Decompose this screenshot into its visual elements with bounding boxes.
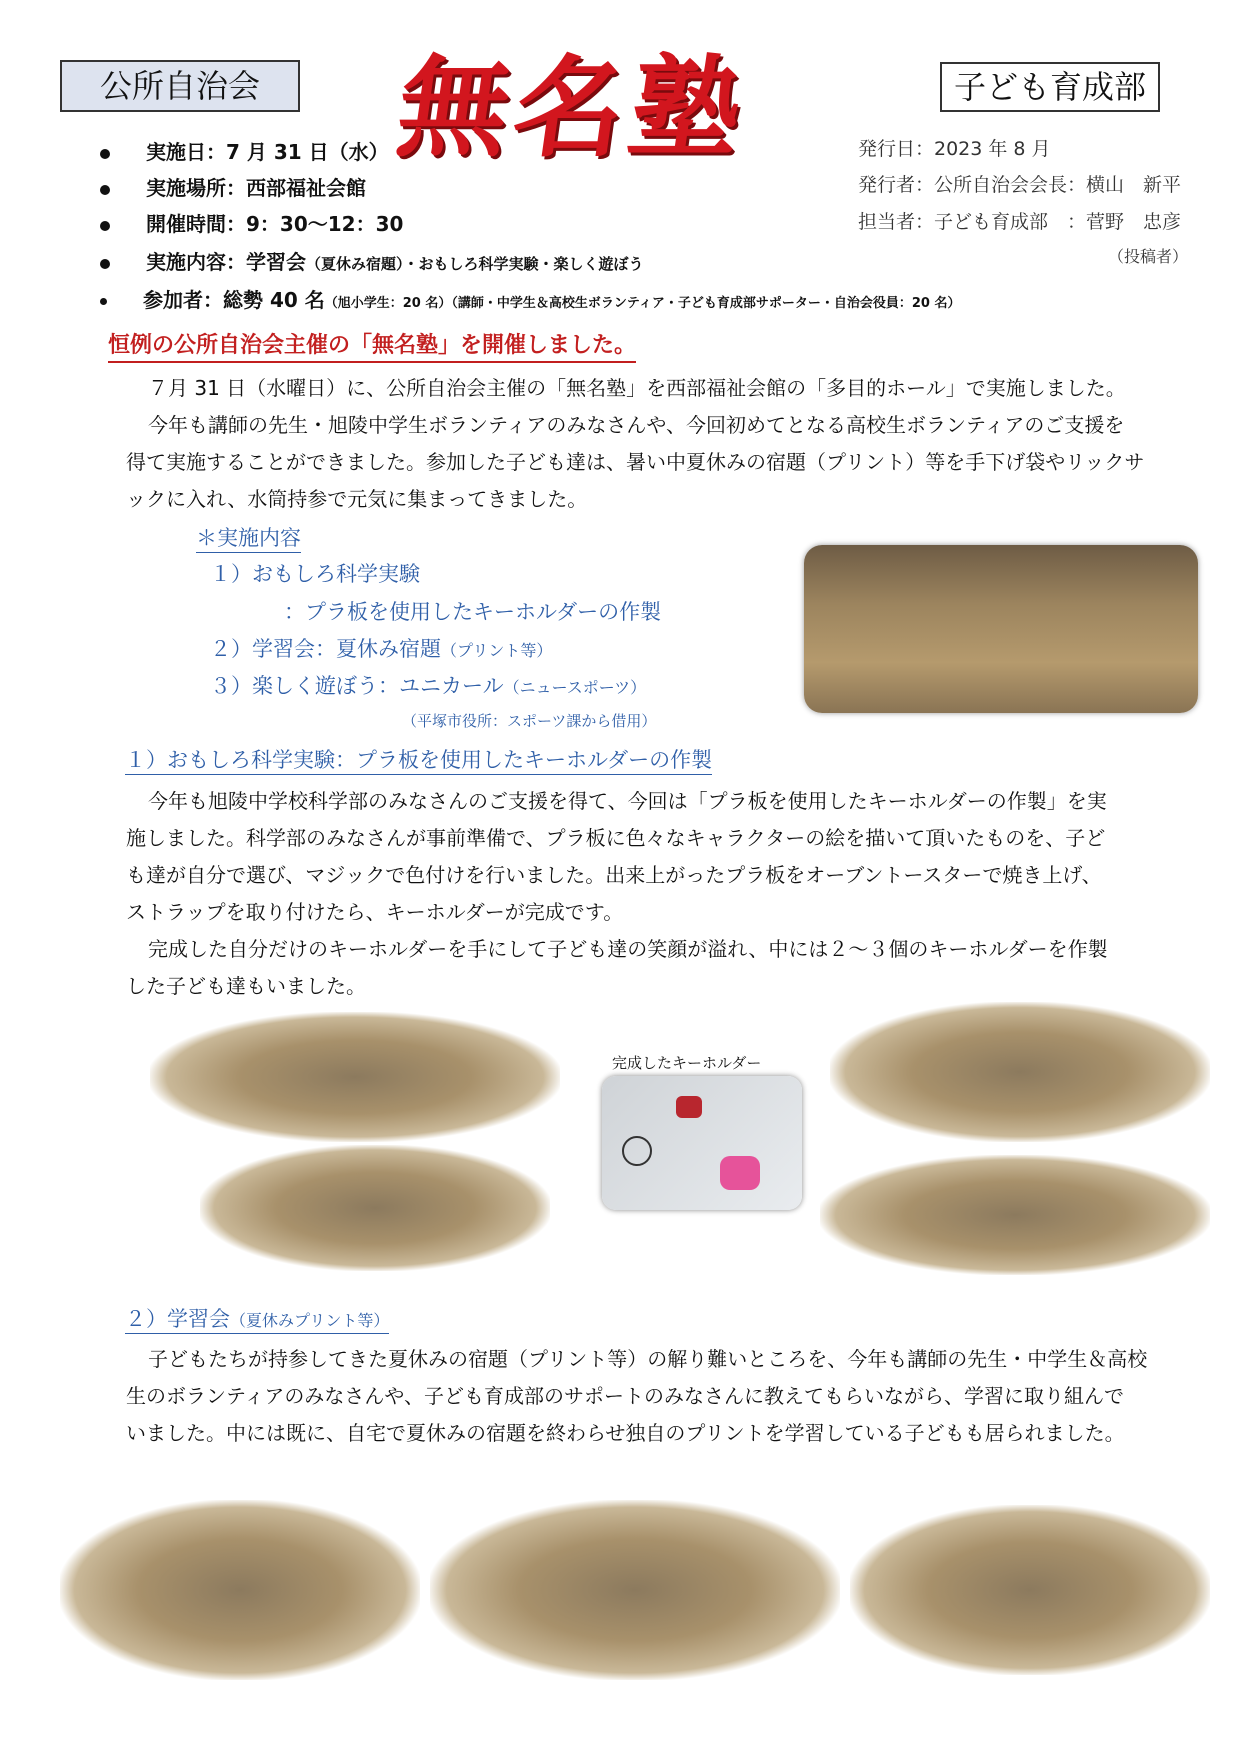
hall-photo [804, 545, 1198, 713]
info-participants [100, 284, 1180, 313]
program-item-3-small: （ニュースポーツ） [503, 678, 647, 697]
program-item-3 [210, 670, 646, 700]
bullet-icon [100, 221, 110, 231]
bullet-icon [100, 298, 107, 305]
intro-line-2: 今年も講師の先生・旭陵中学生ボランティアのみなさんや、今回初めてとなる高校生ボランティアのご支援を [148, 413, 1125, 437]
section-2-heading [125, 1303, 389, 1334]
contributor-note: （投稿者） [1108, 247, 1189, 266]
section-1-line-4: ストラップを取り付けたら、キーホルダーが完成です。 [126, 900, 624, 924]
time-text: 開催時間：9：30〜12：30 [146, 212, 404, 236]
program-note: （平塚市役所：スポーツ課から借用） [402, 712, 657, 730]
section-1-line-3: も達が自分で選び、マジックで色付けを行いました。出来上がったプラ板をオーブントースターで焼き上げ、 [126, 863, 1102, 887]
info-time [100, 208, 403, 237]
department-box: 子ども育成部 [940, 62, 1160, 112]
section-1-heading: １）おもしろ科学実験：プラ板を使用したキーホルダーの作製 [125, 744, 712, 775]
activity-photo-3 [830, 1002, 1210, 1142]
info-content [100, 246, 644, 275]
section-2-heading-small: （夏休みプリント等） [230, 1311, 390, 1330]
keyholder-photo [602, 1076, 802, 1210]
newsletter-title [389, 20, 840, 172]
keyholder-red-icon [676, 1096, 702, 1118]
section-1-line-1: 今年も旭陵中学校科学部のみなさんのご支援を得て、今回は「プラ板を使用したキーホルダーの作製」を実 [148, 789, 1107, 813]
study-photo-3 [850, 1505, 1210, 1675]
program-item-3-text: ３）楽しく遊ぼう：ユニカール [210, 674, 504, 698]
bullet-icon [100, 185, 110, 195]
contact: 担当者：子ども育成部 ：菅野 忠彦 [858, 211, 1182, 233]
study-photo-1 [60, 1500, 420, 1680]
content-small-text: （夏休み宿題）・おもしろ科学実験・楽しく遊ぼう [306, 255, 644, 273]
section-2-line-1: 子どもたちが持参してきた夏休みの宿題（プリント等）の解り難いところを、今年も講師の先生・中学生＆高校 [148, 1347, 1148, 1371]
section-2-line-2: 生のボランティアのみなさんや、子ども育成部のサポートのみなさんに教えてもらいながら、学習に取り組んで [126, 1384, 1124, 1408]
intro-line-4: ックに入れ、水筒持参で元気に集まってきました。 [126, 487, 588, 511]
program-item-1-sub: ：プラ板を使用したキーホルダーの作製 [284, 600, 662, 624]
date-text: 実施日：7 月 31 日（水） [146, 140, 389, 164]
participants-small-text: （旭小学生：20 名）（講師・中学生＆高校生ボランティア・子ども育成部サポーター・自治会役員：20 名） [324, 296, 961, 311]
program-item-2 [210, 633, 552, 663]
intro-line-1: ７月 31 日（水曜日）に、公所自治会主催の「無名塾」を西部福祉会館の「多目的ホール」で実施しました。 [148, 376, 1126, 400]
intro-line-3: 得て実施することができました。参加した子ども達は、暑い中夏休みの宿題（プリント）等を手下げ袋やリックサ [126, 450, 1145, 474]
section-2-line-3: いました。中には既に、自宅で夏休みの宿題を終わらせ独自のプリントを学習している子どもも居られました。 [126, 1421, 1125, 1445]
publisher: 発行者：公所自治会会長：横山 新平 [858, 174, 1182, 196]
info-place [100, 172, 366, 201]
activity-photo-4 [820, 1155, 1210, 1275]
issue-date: 発行日：2023 年 8 月 [858, 138, 1051, 160]
bullet-icon [100, 149, 110, 159]
keyholder-round-icon [622, 1136, 652, 1166]
bullet-icon [100, 259, 110, 269]
org-name-box: 公所自治会 [60, 60, 300, 112]
info-date [100, 136, 389, 165]
intro-heading: 恒例の公所自治会主催の「無名塾」を開催しました。 [108, 328, 636, 363]
content-text: 実施内容：学習会 [146, 250, 306, 274]
study-photo-2 [430, 1500, 840, 1680]
activity-photo-1 [150, 1012, 560, 1142]
activity-photo-2 [200, 1145, 550, 1271]
program-item-1: １）おもしろ科学実験 [210, 562, 420, 586]
section-2-heading-text: ２）学習会 [125, 1307, 230, 1331]
program-item-2-small: （プリント等） [441, 641, 553, 660]
program-item-2-text: ２）学習会：夏休み宿題 [210, 637, 441, 661]
section-1-line-2: 施しました。科学部のみなさんが事前準備で、プラ板に色々なキャラクターの絵を描いて頂いたものを、子ど [126, 826, 1106, 850]
place-text: 実施場所：西部福祉会館 [146, 176, 366, 200]
keyholder-pink-icon [720, 1156, 760, 1190]
section-1-line-6: した子ども達もいました。 [126, 974, 366, 998]
title-text: 無名塾 [389, 43, 756, 172]
program-heading: ＊実施内容 [196, 522, 301, 553]
keyholder-caption: 完成したキーホルダー [612, 1054, 762, 1072]
participants-text: 参加者：総勢 40 名 [143, 288, 325, 312]
section-1-line-5: 完成した自分だけのキーホルダーを手にして子ども達の笑顔が溢れ、中には２〜３個のキーホルダーを作製 [148, 937, 1108, 961]
